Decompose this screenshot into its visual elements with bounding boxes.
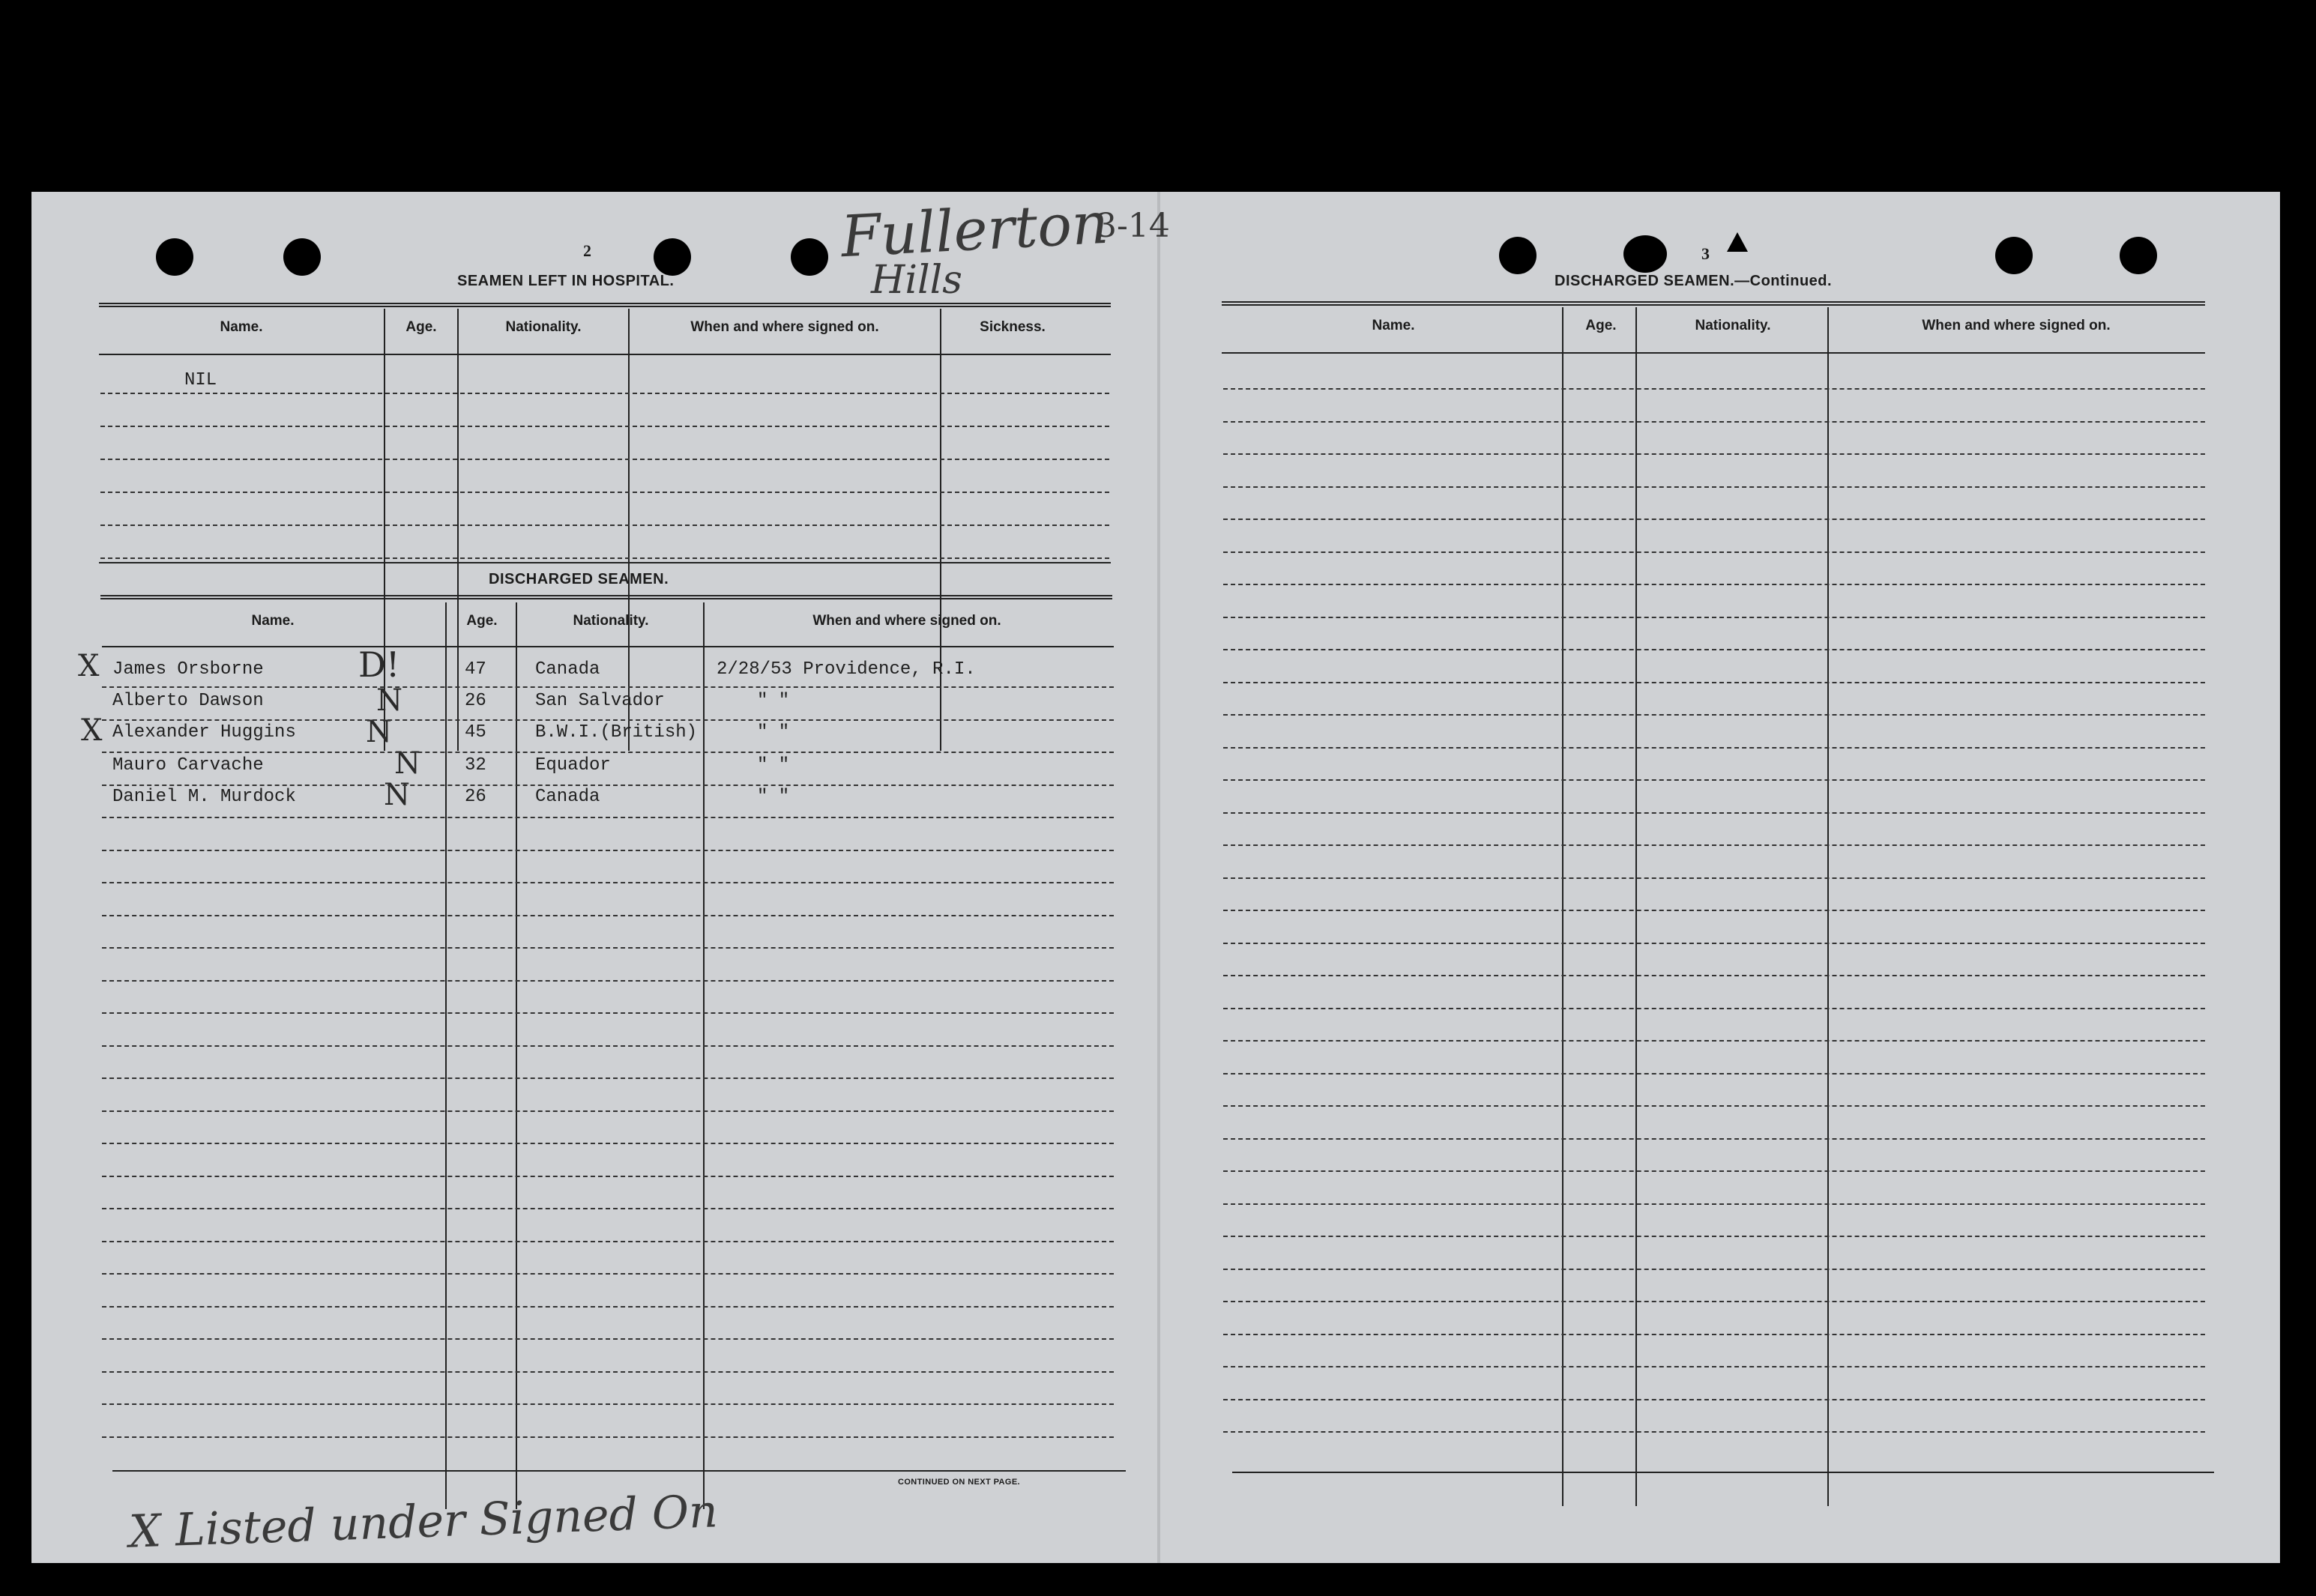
- discharged-section-title: DISCHARGED SEAMEN.: [489, 571, 669, 587]
- row-line: [102, 915, 1114, 916]
- row-line: [1223, 943, 2205, 944]
- row-line: [102, 882, 1114, 883]
- hospital-row-line: [100, 393, 1109, 394]
- discharged-col-divider: [703, 602, 705, 1509]
- row-line: [102, 1110, 1114, 1112]
- row-line: [102, 1371, 1114, 1373]
- discharged-continued-title: DISCHARGED SEAMEN.—Continued.: [1554, 273, 1833, 289]
- handwritten-ship-name-2: Hills: [871, 258, 962, 303]
- handwritten-status-mark: N: [376, 683, 402, 718]
- row-line: [1223, 779, 2205, 781]
- seaman-age: 26: [465, 691, 486, 711]
- punch-hole: [1623, 235, 1667, 273]
- punch-hole: [791, 238, 828, 276]
- seaman-age: 26: [465, 787, 486, 807]
- hospital-col-divider: [628, 309, 630, 751]
- row-line: [1223, 910, 2205, 911]
- row-line: [1223, 649, 2205, 650]
- row-line: [102, 980, 1114, 982]
- row-line: [102, 850, 1114, 851]
- hospital-row-line: [100, 492, 1109, 493]
- seaman-signed-on: " ": [757, 722, 790, 743]
- handwritten-x-mark: X: [81, 713, 103, 748]
- discharged-header-name: Name.: [251, 613, 295, 629]
- row-line: [1223, 519, 2205, 520]
- row-line: [1223, 1040, 2205, 1042]
- row-line: [102, 1306, 1114, 1308]
- punch-hole: [2120, 237, 2157, 274]
- row-line: [102, 686, 1114, 688]
- row-line: [1223, 1366, 2205, 1367]
- seaman-age: 47: [465, 659, 486, 680]
- row-line: [1223, 1138, 2205, 1140]
- right-header-nationality: Nationality.: [1695, 318, 1771, 333]
- discharged-header-nationality: Nationality.: [573, 613, 649, 629]
- row-line: [1223, 1105, 2205, 1107]
- page-number-right: 3: [1701, 244, 1710, 263]
- discharged-col-divider: [516, 602, 517, 1509]
- handwritten-x-mark: X: [78, 649, 100, 683]
- row-line: [102, 1403, 1114, 1405]
- row-line: [1223, 975, 2205, 976]
- handwritten-ref: 3-14: [1096, 207, 1170, 245]
- hospital-bottom-rule: [99, 562, 1111, 563]
- seaman-age: 45: [465, 722, 486, 743]
- row-line: [1223, 1203, 2205, 1205]
- page-number-left: 2: [583, 241, 591, 260]
- hospital-table-top-rule: [99, 303, 1111, 307]
- punch-hole: [654, 238, 691, 276]
- row-line: [1223, 1170, 2205, 1172]
- seaman-nationality: San Salvador: [535, 691, 665, 711]
- seaman-nationality: Canada: [535, 659, 600, 680]
- row-line: [1223, 1008, 2205, 1009]
- seaman-name: Daniel M. Murdock: [112, 787, 296, 807]
- hospital-header-nationality: Nationality.: [505, 319, 582, 335]
- handwritten-ship-name: Fullerton: [839, 189, 1110, 270]
- seaman-signed-on: " ": [757, 787, 790, 807]
- row-line: [1223, 1269, 2205, 1270]
- seaman-signed-on: " ": [757, 755, 790, 776]
- seaman-signed-on: 2/28/53 Providence, R.I.: [717, 659, 976, 680]
- row-line: [1223, 1301, 2205, 1302]
- row-line: [1223, 844, 2205, 846]
- seaman-signed-on: " ": [757, 691, 790, 711]
- right-header-signed-on: When and where signed on.: [1922, 318, 2111, 333]
- punch-hole: [283, 238, 321, 276]
- seaman-nationality: B.W.I.(British): [535, 722, 698, 743]
- discharged-header-age: Age.: [466, 613, 498, 629]
- row-line: [102, 752, 1114, 753]
- row-line: [102, 1436, 1114, 1438]
- row-line: [102, 1012, 1114, 1014]
- right-header-rule: [1222, 352, 2205, 354]
- row-line: [1223, 877, 2205, 879]
- right-header-age: Age.: [1585, 318, 1617, 333]
- seaman-nationality: Equador: [535, 755, 611, 776]
- seaman-name: Mauro Carvache: [112, 755, 264, 776]
- seaman-age: 32: [465, 755, 486, 776]
- discharged-table-top-rule: [100, 595, 1112, 599]
- hospital-header-signed-on: When and where signed on.: [690, 319, 879, 335]
- document-sheet: [31, 189, 2280, 1563]
- hospital-row-line: [100, 459, 1109, 460]
- row-line: [102, 1338, 1114, 1340]
- page-fold: [1157, 192, 1160, 1563]
- hospital-header-rule: [99, 354, 1111, 355]
- continued-note: CONTINUED ON NEXT PAGE.: [898, 1478, 1021, 1487]
- right-bottom-rule: [1232, 1472, 2214, 1473]
- hospital-row-line: [100, 557, 1109, 559]
- right-table-top-rule: [1222, 301, 2205, 306]
- row-line: [102, 1176, 1114, 1177]
- hospital-header-age: Age.: [405, 319, 437, 335]
- discharged-col-divider: [445, 602, 447, 1509]
- row-line: [1223, 388, 2205, 390]
- row-line: [102, 1143, 1114, 1144]
- punch-hole: [156, 238, 193, 276]
- row-line: [1223, 486, 2205, 488]
- punch-hole: [1499, 237, 1537, 274]
- row-line: [1223, 453, 2205, 455]
- hospital-header-name: Name.: [220, 319, 263, 335]
- handwritten-status-mark: N: [366, 715, 392, 749]
- hospital-row-line: [100, 525, 1109, 526]
- row-line: [1223, 1431, 2205, 1433]
- handwritten-status-mark: N: [394, 746, 420, 781]
- row-line: [1223, 682, 2205, 683]
- seaman-name: Alberto Dawson: [112, 691, 264, 711]
- triangle-mark-icon: [1727, 232, 1748, 252]
- row-line: [102, 785, 1114, 786]
- row-line: [1223, 812, 2205, 814]
- row-line: [102, 1077, 1114, 1079]
- row-line: [102, 1045, 1114, 1047]
- punch-hole: [1995, 237, 2033, 274]
- row-line: [1223, 584, 2205, 585]
- right-header-name: Name.: [1372, 318, 1415, 333]
- row-line: [1223, 714, 2205, 716]
- handwritten-bottom-note: X Listed under Signed On: [128, 1485, 719, 1559]
- seaman-name: Alexander Huggins: [112, 722, 296, 743]
- row-line: [1223, 617, 2205, 618]
- row-line: [1223, 1399, 2205, 1400]
- row-line: [102, 817, 1114, 818]
- row-line: [102, 1273, 1114, 1275]
- row-line: [1223, 1236, 2205, 1237]
- hospital-col-divider: [940, 309, 941, 751]
- row-line: [1223, 747, 2205, 749]
- row-line: [102, 719, 1114, 721]
- handwritten-status-mark: N: [384, 778, 410, 812]
- row-line: [102, 1208, 1114, 1209]
- seaman-name: James Orsborne: [112, 659, 264, 680]
- hospital-header-sickness: Sickness.: [980, 319, 1046, 335]
- hospital-section-title: SEAMEN LEFT IN HOSPITAL.: [457, 273, 675, 289]
- row-line: [102, 1241, 1114, 1242]
- hospital-row-line: [100, 426, 1109, 427]
- discharged-header-signed-on: When and where signed on.: [812, 613, 1001, 629]
- handwritten-status-mark: D!: [358, 644, 400, 685]
- row-line: [1223, 551, 2205, 553]
- hospital-col-divider: [457, 309, 459, 751]
- seaman-nationality: Canada: [535, 787, 600, 807]
- row-line: [1223, 1334, 2205, 1335]
- discharged-header-rule: [102, 646, 1114, 647]
- discharged-bottom-rule: [112, 1470, 1126, 1472]
- row-line: [102, 947, 1114, 949]
- hospital-nil-entry: NIL: [184, 370, 217, 390]
- row-line: [1223, 1073, 2205, 1074]
- row-line: [1223, 421, 2205, 423]
